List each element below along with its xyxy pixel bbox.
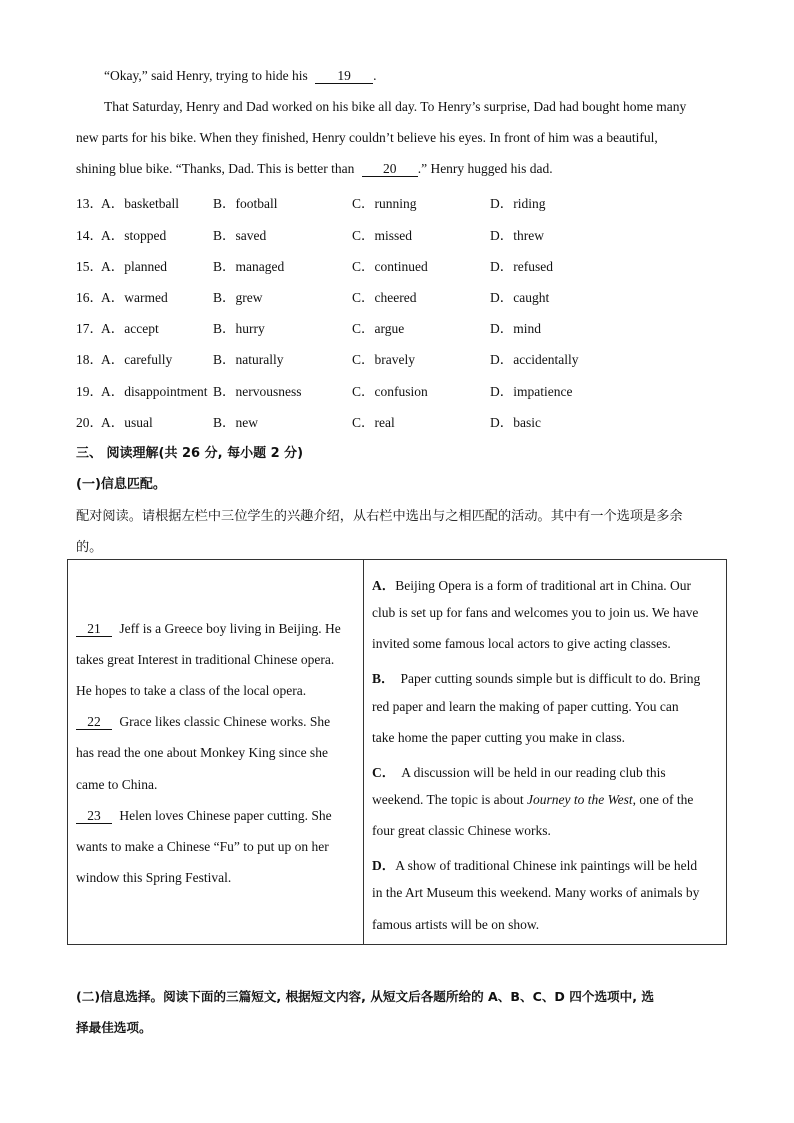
student-helen: 23 Helen loves Chinese paper cutting. She — [76, 808, 332, 824]
option-c[interactable]: C．running — [352, 196, 417, 211]
option-a[interactable]: A．usual — [101, 415, 153, 430]
activity-b-line-2: red paper and learn the making of paper cutting. You can — [372, 699, 679, 714]
passage-line-3: new parts for his bike. When they finished, Henry couldn’t believe his eyes. In front of him was a beautiful, — [76, 130, 658, 145]
activity-d: D．A show of traditional Chinese ink paintings will be held — [372, 858, 698, 873]
student-jeff: 21 Jeff is a Greece boy living in Beijing. He — [76, 621, 341, 637]
option-b[interactable]: B．football — [213, 196, 278, 211]
student-grace-line-2: has read the one about Monkey King since she — [76, 745, 328, 760]
option-b[interactable]: B．naturally — [213, 352, 284, 367]
question-number: 20． — [76, 415, 103, 430]
section-3-heading: 三、 阅读理解(共 26 分, 每小题 2 分) — [76, 446, 304, 461]
option-d[interactable]: D．threw — [490, 228, 544, 243]
activity-c-line-3: four great classic Chinese works. — [372, 823, 551, 838]
option-a[interactable]: A．accept — [101, 321, 159, 336]
student-jeff-line-2: takes great Interest in traditional Chinese opera. — [76, 652, 335, 667]
activity-d-line-3: famous artists will be on show. — [372, 917, 540, 932]
activity-a: A．Beijing Opera is a form of traditional art in China. Our — [372, 578, 692, 593]
option-c[interactable]: C．continued — [352, 259, 428, 274]
student-grace-line-3: came to China. — [76, 777, 158, 792]
activity-b: B． Paper cutting sounds simple but is difficult to do. Bring — [372, 671, 701, 686]
option-d[interactable]: D．riding — [490, 196, 546, 211]
part-1-title: (一)信息匹配。 — [76, 477, 166, 492]
question-number: 16． — [76, 290, 103, 305]
option-a[interactable]: A．basketball — [101, 196, 179, 211]
passage-line-2: That Saturday, Henry and Dad worked on his bike all day. To Henry’s surprise, Dad had bought home many — [104, 99, 687, 114]
question-number: 18． — [76, 352, 103, 367]
answer-blank-21[interactable]: 21 — [76, 622, 112, 637]
activity-a-line-2: club is set up for fans and welcomes you to join us. We have — [372, 605, 699, 620]
question-number: 15． — [76, 259, 103, 274]
part-2-instruction-line-1: (二)信息选择。阅读下面的三篇短文, 根据短文内容, 从短文后各题所给的 A、B、C、D 四个选项中, 选 — [76, 989, 654, 1004]
option-d[interactable]: D．impatience — [490, 384, 573, 399]
option-c[interactable]: C．real — [352, 415, 395, 430]
activity-a-line-3: invited some famous local actors to give acting classes. — [372, 636, 671, 651]
option-c[interactable]: C．confusion — [352, 384, 428, 399]
option-c[interactable]: C．cheered — [352, 290, 417, 305]
question-20-options — [76, 411, 736, 431]
activity-b-line-3: take home the paper cutting you make in class. — [372, 730, 626, 745]
passage-line-1: “Okay,” said Henry, trying to hide his 19 . — [104, 68, 377, 83]
option-d[interactable]: D．basic — [490, 415, 541, 430]
option-b[interactable]: B．nervousness — [213, 384, 302, 399]
option-c[interactable]: C．missed — [352, 228, 413, 243]
left-column — [68, 560, 364, 945]
option-b[interactable]: B．grew — [213, 290, 263, 305]
option-b[interactable]: B．saved — [213, 228, 267, 243]
answer-blank-23[interactable]: 23 — [76, 809, 112, 824]
option-b[interactable]: B．hurry — [213, 321, 265, 336]
instruction-line-1: 配对阅读。请根据左栏中三位学生的兴趣介绍，从右栏中选出与之相匹配的活动。其中有一个选项是多余 — [76, 509, 683, 524]
passage-line-4: shining blue bike. “Thanks, Dad. This is better than 20 .” Henry hugged his dad. — [76, 161, 553, 176]
option-c[interactable]: C．argue — [352, 321, 405, 336]
part-2-instruction-line-2: 择最佳选项。 — [76, 1020, 152, 1035]
option-b[interactable]: B．new — [213, 415, 258, 430]
right-column — [364, 560, 727, 945]
question-13-options — [76, 192, 736, 212]
answer-blank-22[interactable]: 22 — [76, 715, 112, 730]
option-c[interactable]: C．bravely — [352, 352, 415, 367]
question-15-options — [76, 255, 736, 275]
option-b[interactable]: B．managed — [213, 259, 285, 274]
question-number: 14． — [76, 228, 103, 243]
matching-table — [67, 559, 727, 945]
student-jeff-line-3: He hopes to take a class of the local opera. — [76, 683, 307, 698]
activity-d-line-2: in the Art Museum this weekend. Many works of animals by — [372, 885, 700, 900]
student-grace: 22 Grace likes classic Chinese works. She — [76, 714, 330, 730]
option-a[interactable]: A．warmed — [101, 290, 168, 305]
question-number: 19． — [76, 384, 103, 399]
question-number: 13． — [76, 196, 103, 211]
option-d[interactable]: D．caught — [490, 290, 550, 305]
answer-blank-19: 19 — [315, 69, 373, 84]
option-a[interactable]: A．disappointment — [101, 384, 208, 399]
question-16-options — [76, 286, 736, 306]
instruction-line-2: 的。 — [76, 540, 103, 555]
book-title: Journey to the West — [526, 792, 633, 807]
answer-blank-20: 20 — [362, 162, 418, 177]
question-17-options — [76, 317, 736, 337]
question-number: 17． — [76, 321, 103, 336]
activity-c-line-2: weekend. The topic is about Journey to the West, one of the — [372, 792, 694, 807]
option-d[interactable]: D．refused — [490, 259, 553, 274]
option-d[interactable]: D．accidentally — [490, 352, 579, 367]
student-helen-line-3: window this Spring Festival. — [76, 870, 232, 885]
question-18-options — [76, 348, 736, 368]
option-a[interactable]: A．carefully — [101, 352, 173, 367]
activity-c: C． A discussion will be held in our reading club this — [372, 765, 666, 780]
option-a[interactable]: A．planned — [101, 259, 167, 274]
option-a[interactable]: A．stopped — [101, 228, 167, 243]
question-19-options — [76, 380, 736, 400]
question-14-options — [76, 224, 736, 244]
option-d[interactable]: D．mind — [490, 321, 542, 336]
student-helen-line-2: wants to make a Chinese “Fu” to put up on her — [76, 839, 329, 854]
